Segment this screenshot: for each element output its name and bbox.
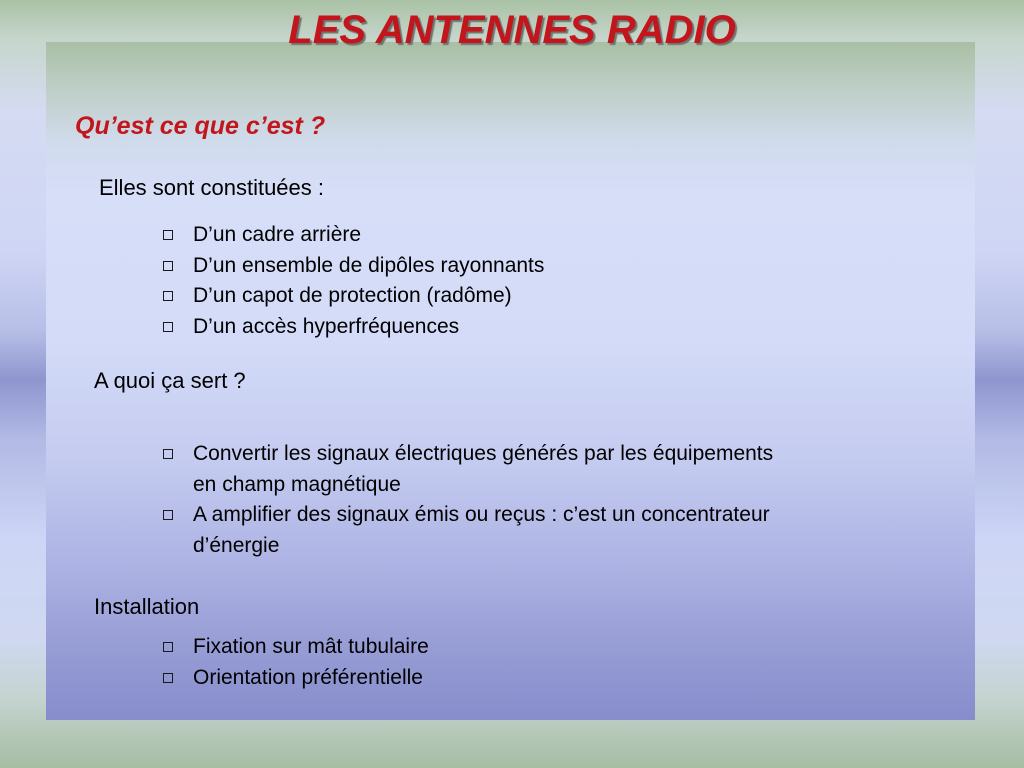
slide-subtitle: Qu’est ce que c’est ? (75, 112, 326, 140)
list-item (160, 220, 820, 251)
list-item-text: Convertir les signaux électriques générés par les équipements en champ magnétique (193, 442, 774, 496)
section-heading-purpose: A quoi ça sert ? (94, 368, 246, 393)
hollow-square-bullet-icon (163, 230, 173, 240)
installation-list (160, 632, 820, 693)
hollow-square-bullet-icon (163, 673, 173, 683)
hollow-square-bullet-icon (163, 642, 173, 652)
list-item (160, 312, 820, 343)
slide-title: LES ANTENNES RADIO (288, 8, 736, 52)
list-item (160, 251, 820, 282)
hollow-square-bullet-icon (163, 322, 173, 332)
list-item-text: A amplifier des signaux émis ou reçus : c’est un concentrateur d’énergie (193, 503, 770, 557)
list-item-text: D’un capot de protection (radôme) (193, 284, 512, 307)
list-item-text: D’un cadre arrière (193, 223, 362, 246)
list-item (160, 663, 820, 694)
hollow-square-bullet-icon (163, 510, 173, 520)
section-heading-installation: Installation (94, 594, 200, 619)
composition-list (160, 220, 820, 342)
list-item-text: D’un accès hyperfréquences (193, 314, 460, 338)
list-item (160, 500, 800, 561)
list-item (160, 632, 820, 663)
list-item (160, 439, 800, 500)
section-heading-composition: Elles sont constituées : (99, 175, 325, 200)
hollow-square-bullet-icon (163, 449, 173, 459)
list-item-text: Orientation préférentielle (193, 665, 423, 689)
list-item (160, 281, 820, 312)
hollow-square-bullet-icon (163, 291, 173, 301)
purpose-list (160, 439, 800, 561)
list-item-text: D’un ensemble de dipôles rayonnants (193, 253, 545, 277)
list-item-text: Fixation sur mât tubulaire (193, 635, 429, 658)
hollow-square-bullet-icon (163, 261, 173, 271)
